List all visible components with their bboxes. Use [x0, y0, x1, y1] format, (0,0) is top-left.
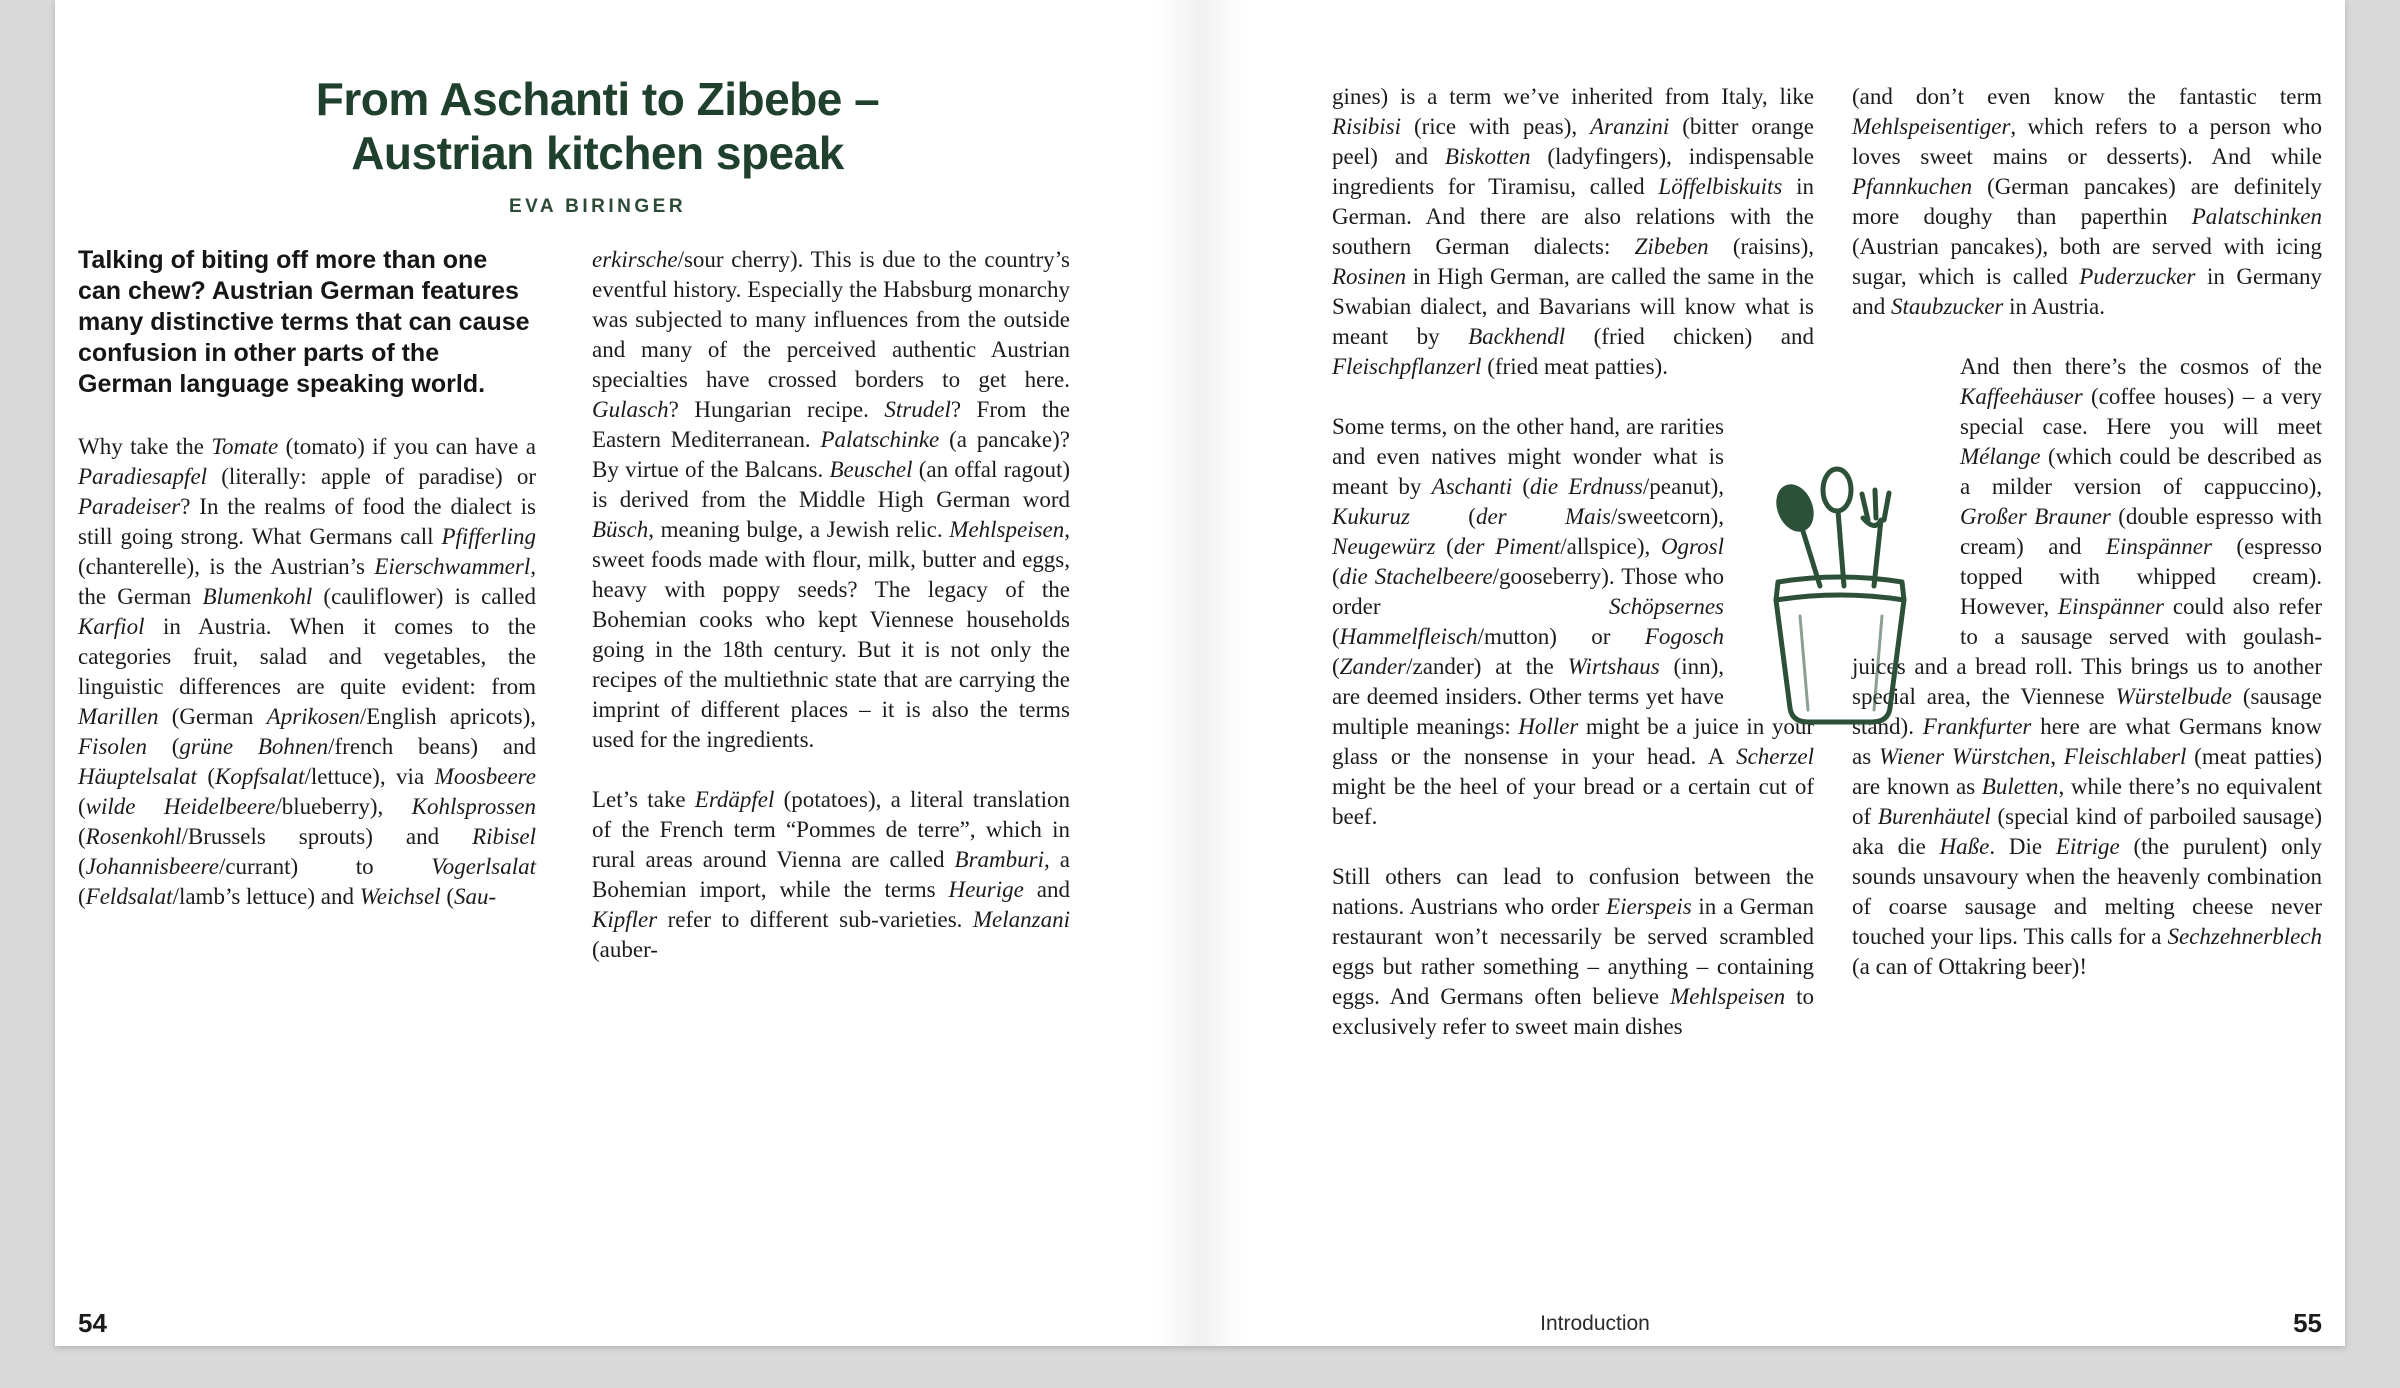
footer-section-label: Introduction: [1540, 1312, 1650, 1335]
paragraph: gines) is a term we’ve inherited from Italy, like Risibisi (rice with peas), Aranzini (bitter orange peel) and Biskotten (ladyfingers), indispensable ingredients for Tiramisu, called Löffelbiskuits in German. And there are also relations with the southern German dialects: Zibeben (raisins), Rosinen in High German, are called the same in the Swabian dialect, and Bavarians will know what is meant by Backhendl (fried chicken) and Fleischpflanzerl (fried meat patties).: [1332, 84, 1815, 379]
paragraph: Still others can lead to confusion between the nations. Austrians who order Eierspeis in a German restaurant won’t necessarily be served scrambled eggs but rather something – anything – containing eggs. And Germans often believe Mehlspeisen to exclusively refer to sweet main dishes: [1332, 864, 1814, 1039]
intro-paragraph: Talking of biting off more than one can chew? Austrian German features many distinctive terms that can cause confusion in other parts of the German language speaking world.: [78, 246, 530, 398]
utensil-crock-icon: [1740, 460, 1940, 738]
article-title-line2: Austrian kitchen speak: [351, 127, 844, 179]
page-number-left: 54: [78, 1308, 107, 1338]
body-column-2: [592, 245, 1070, 965]
article-author: EVA BIRINGER: [508, 196, 687, 217]
paragraph: erkirsche/sour cherry). This is due to the country’s eventful history. Especially the Habsburg monarchy was subjected to many influences from the outside and many of the perceived authentic Austrian specialties have crossed borders to get here. Gulasch? Hungarian recipe. Strudel? From the Eastern Mediterranean. Palatschinke (a pancake)? By virtue of the Balcans. Beuschel (an offal ragout) is derived from the Middle High German word Büsch, meaning bulge, a Jewish relic. Mehlspeisen, sweet foods made with flour, milk, butter and eggs, heavy with poppy seeds? The legacy of the Bohemian cooks who kept Viennese households going in the 18th century. But it is not only the recipes of the multiethnic state that are carrying the imprint of different places – it is also the terms used for the ingredients.: [592, 247, 1070, 752]
page-gutter-shadow: [1155, 0, 1245, 1346]
article-title: [75, 72, 1120, 180]
paragraph-text: Some terms, on the other hand, are rarities and even natives might wonder what is meant by Aschanti (die Erdnuss/peanut), Kukuruz (der Mais/sweetcorn), Neugewürz (der Piment/allspice), Ogrosl (die Stachelbeere/gooseberry). Those who order Schöpsernes (Hammelfleisch/mutton) or Fogosch (Zander/zander) at the Wirtshaus (inn), are deemed insiders. Other terms yet have multiple meanings: Holler might be a juice in your glass or the nonsense in your head. A Scherzel might be the heel of your bread or a certain cut of beef.: [1332, 414, 1814, 829]
article-title-line1: From Aschanti to Zibebe –: [315, 73, 880, 125]
page-number-right: 55: [2293, 1308, 2322, 1338]
paragraph: (and don’t even know the fantastic term Mehlspeisentiger, which refers to a person who loves sweet mains or desserts). And while Pfannkuchen (German pancakes) are definitely more doughy than paperthin Palatschinken (Austrian pancakes), both are served with icing sugar, which is called Puderzucker in Germany and Staubzucker in Austria.: [1852, 84, 2322, 319]
paragraph-text: And then there’s the cosmos of the Kaffeehäuser (coffee houses) – a very special case. Here you will meet Mélange (which could be described as a milder version of cappuccino), Großer Brauner (double espresso with cream) and Einspänner (espresso topped with whipped cream). However, Einspänner could also refer to a sausage served with goulash-juices and a bread roll. This brings us to another special area, the Viennese Würstelbude (sausage stand). Frankfurter here are what Germans know as Wiener Würstchen, Fleischlaberl (meat patties) are known as Buletten, while there’s no equivalent of Burenhäutel (special kind of parboiled sausage) aka die Haße. Die Eitrige (the purulent) only sounds unsavoury when the heavenly combination of coarse sausage and melting cheese never touched your lips. This calls for a Sechzehnerblech (a can of Ottakring beer)!: [1852, 354, 2323, 979]
paragraph: Let’s take Erdäpfel (potatoes), a literal translation of the French term “Pommes de terre”, which in rural areas around Vienna are called Bramburi, a Bohemian import, while the terms Heurige and Kipfler refer to different sub-varieties. Melanzani (auber-: [592, 787, 1070, 962]
body-column-1: [78, 245, 536, 912]
article-header: [75, 72, 1120, 218]
book-spread: [55, 0, 2345, 1346]
paragraph: Why take the Tomate (tomato) if you can have a Paradiesapfel (literally: apple of paradise) or Paradeiser? In the realms of food the dialect is still going strong. What Germans call Pfifferling (chanterelle), is the Austrian’s Eierschwammerl, the German Blumenkohl (cauliflower) is called Karfiol in Austria. When it comes to the categories fruit, salad and vegetables, the linguistic differences are quite evident: from Marillen (German Aprikosen/English apricots), Fisolen (grüne Bohnen/french beans) and Häuptelsalat (Kopfsalat/lettuce), via Moosbeere (wilde Heidelbeere/blueberry), Kohlsprossen (Rosenkohl/Brussels sprouts) and Ribisel (Johannisbeere/currant) to Vogerlsalat (Feldsalat/lamb’s lettuce) and Weichsel (Sau-: [78, 434, 536, 909]
